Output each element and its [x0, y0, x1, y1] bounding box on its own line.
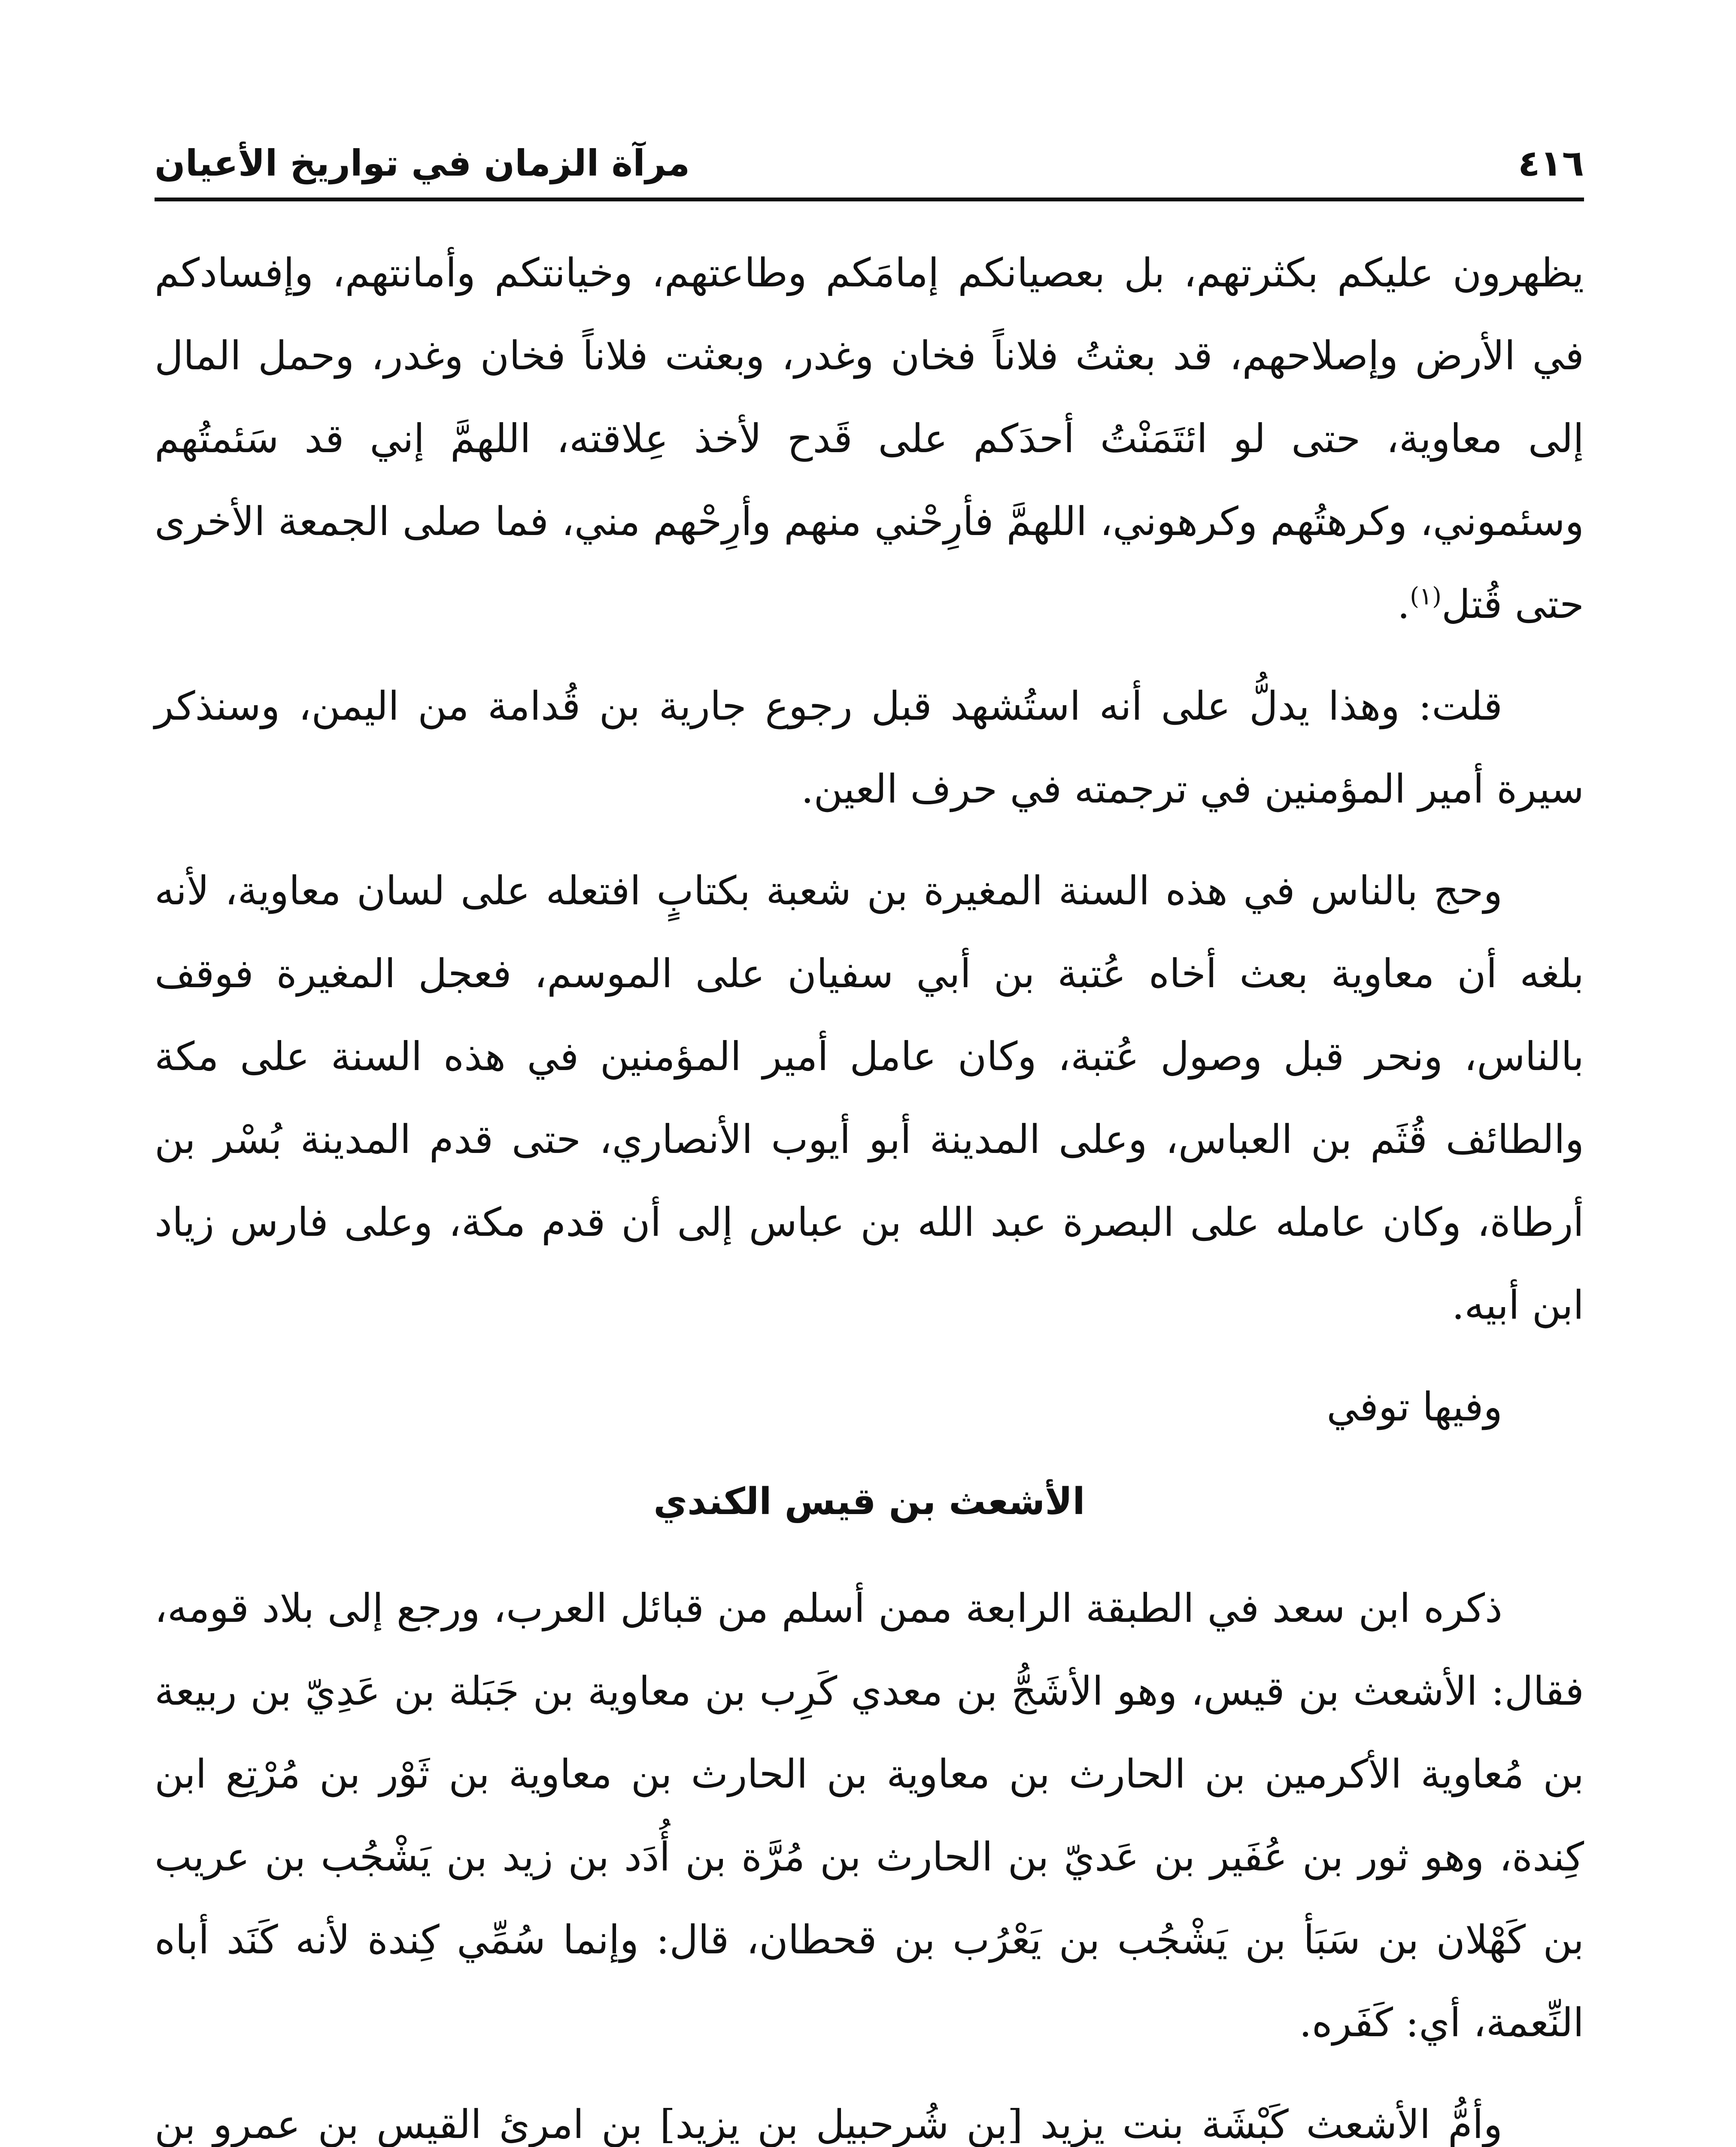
paragraph-5: ذكره ابن سعد في الطبقة الرابعة ممن أسلم من قبائل العرب، ورجع إلى بلاد قومه، فقال: الأشعث بن قيس، وهو الأشَجُّ بن معدي كَرِب بن معاوية بن جَبَلة بن عَدِيّ بن ربيعة بن مُعاوية الأكرمين بن الحارث بن معاوية بن الحارث بن معاوية بن ثَوْر بن مُرْتِع ابن كِندة، وهو ثور بن عُفَير بن عَديّ بن الحارث بن مُرَّة بن أُدَد بن زيد بن يَشْجُب بن عريب بن كَهْلان بن سَبَأ بن يَشْجُب بن يَعْرُب بن قحطان، قال: وإنما سُمِّي كِندة لأنه كَنَد أباه النِّعمة، أي: كَفَره. — [155, 1585, 1584, 2046]
footnote-reference: (١) — [1410, 582, 1442, 611]
section-heading: الأشعث بن قيس الكندي — [653, 1480, 1085, 1523]
paragraph-1-end: . — [1397, 581, 1410, 627]
paragraph-2: قلت: وهذا يدلُّ على أنه استُشهد قبل رجوع جارية بن قُدامة من اليمن، وسنذكر سيرة أمير المؤمنين في ترجمته في حرف العين. — [155, 683, 1584, 812]
paragraph-1-text: يظهرون عليكم بكثرتهم، بل بعصيانكم إمامَكم وطاعتهم، وخيانتكم وأمانتهم، وإفسادكم في الأرض وإصلاحهم، قد بعثتُ فلاناً فخان وغدر، وبعثت فلاناً فخان وغدر، وحمل المال إلى معاوية، حتى لو ائتَمَنْتُ أحدَكم على قَدح لأخذ عِلاقته، اللهمَّ إني قد سَئمتُهم وسئموني، وكرهتُهم وكرهوني، اللهمَّ فأرِحْني منهم وأرِحْهم مني، فما صلى الجمعة الأخرى حتى قُتل — [155, 250, 1584, 627]
book-title: مرآة الزمان في تواريخ الأعيان — [155, 142, 690, 184]
running-header — [155, 129, 1584, 201]
paragraph-1 — [155, 231, 1584, 646]
document-page — [155, 129, 1584, 2147]
paragraph-6: وأمُّ الأشعث كَبْشَة بنت يزيد [بن شُرحبيل بن يزيد] بن امرئ القيس بن عمرو بن — [155, 2101, 1502, 2147]
page-number: ٤١٦ — [1518, 142, 1584, 184]
main-text — [155, 231, 1584, 2147]
paragraph-4: وفيها توفي — [1326, 1384, 1502, 1430]
paragraph-3: وحج بالناس في هذه السنة المغيرة بن شعبة بكتابٍ افتعله على لسان معاوية، لأنه بلغه أن معاوية بعث أخاه عُتبة بن أبي سفيان على الموسم، فعجل المغيرة فوقف بالناس، ونحر قبل وصول عُتبة، وكان عامل أمير المؤمنين في هذه السنة على مكة والطائف قُثَم بن العباس، وعلى المدينة أبو أيوب الأنصاري، حتى قدم المدينة بُسْر بن أرطاة، وكان عامله على البصرة عبد الله بن عباس إلى أن قدم مكة، وعلى فارس زياد ابن أبيه. — [155, 868, 1584, 1328]
